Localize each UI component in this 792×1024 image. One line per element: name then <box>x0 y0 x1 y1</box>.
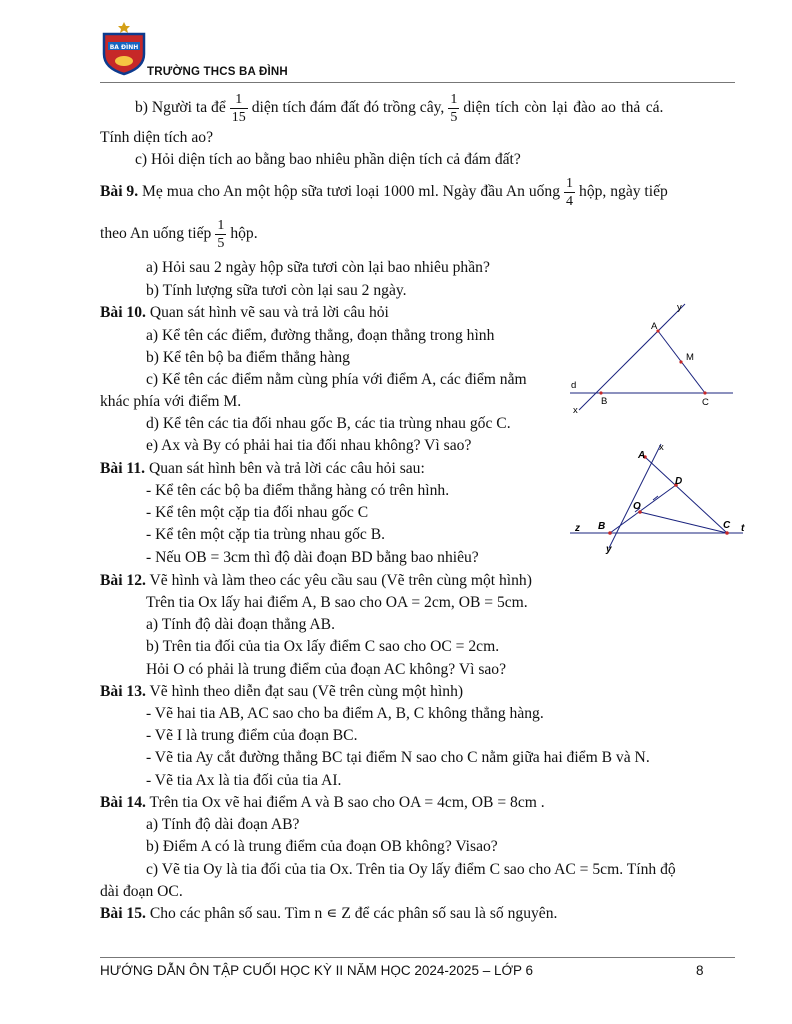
exercise-10c-cont: khác phía với điểm M. <box>100 393 242 410</box>
exercise-14: Bài 14. Trên tia Ox vẽ hai điểm A và B sao cho OA = 4cm, OB = 8cm . <box>100 794 545 811</box>
exercise-14b: b) Điểm A có là trung điểm của đoạn OB không? Visao? <box>146 838 498 855</box>
exercise-8b: b) Người ta để $\frac{1}{15}$ diện tích đám đất đó trồng cây, $\frac{1}{5}$ diện tích còn lại đào ao thả cá. <box>135 91 664 125</box>
exercise-13: Bài 13. Vẽ hình theo diễn đạt sau (Vẽ trên cùng một hình) <box>100 683 464 700</box>
exercise-11b: - Kể tên một cặp tia đối nhau gốc C <box>146 504 369 521</box>
exercise-14c-cont: dài đoạn OC. <box>100 883 183 900</box>
exercise-13c: - Vẽ tia Ay cắt đường thẳng BC tại điểm N sao cho C nằm giữa hai điểm B và N. <box>146 749 650 766</box>
exercise-13a: - Vẽ hai tia AB, AC sao cho ba điểm A, B, C không thẳng hàng. <box>146 705 544 722</box>
label-t: t <box>741 523 745 534</box>
segment-bd <box>610 485 676 533</box>
point-b <box>599 391 602 394</box>
exercise-9a: a) Hỏi sau 2 ngày hộp sữa tươi còn lại bao nhiêu phần? <box>146 259 490 276</box>
exercise-10d: d) Kể tên các tia đối nhau gốc B, các tia trùng nhau gốc C. <box>146 415 511 432</box>
label-x: x <box>659 442 664 453</box>
exercise-10b: b) Kể tên bộ ba điểm thẳng hàng <box>146 349 350 366</box>
logo-text: BA ĐÌNH <box>109 44 139 51</box>
point-c <box>725 531 729 535</box>
exercise-9: Bài 9. Mẹ mua cho An một hộp sữa tươi loại 1000 ml. Ngày đầu An uống $\frac{1}{4}$ hộp, ngày tiếp <box>100 175 668 209</box>
line-xy <box>579 304 685 410</box>
exercise-10a: a) Kể tên các điểm, đường thẳng, đoạn thẳng trong hình <box>146 327 495 344</box>
exercise-13b: - Vẽ I là trung điểm của đoạn BC. <box>146 727 358 744</box>
school-name: TRƯỜNG THCS BA ĐÌNH <box>147 66 288 78</box>
header-divider <box>100 82 735 83</box>
footer-divider <box>100 957 735 958</box>
label-y: y <box>677 302 682 313</box>
label-b: B <box>598 521 606 532</box>
exercise-12: Bài 12. Vẽ hình và làm theo các yêu cầu sau (Vẽ trên cùng một hình) <box>100 572 532 589</box>
exercise-12b: b) Trên tia đối của tia Ox lấy điểm C sao cho OC = 2cm. <box>146 638 500 655</box>
segment-ac <box>645 457 727 533</box>
exercise-15: Bài 15. Cho các phân số sau. Tìm n ∊ Z để các phân số sau là số nguyên. <box>100 905 558 922</box>
point-b <box>608 531 612 535</box>
exercise-14a: a) Tính độ dài đoạn AB? <box>146 816 300 833</box>
label-y: y <box>606 544 612 555</box>
exercise-8b-cont: Tính diện tích ao? <box>100 129 214 146</box>
exercise-12a: a) Tính độ dài đoạn thẳng AB. <box>146 616 335 633</box>
page-number: 8 <box>696 963 704 978</box>
exercise-11c: - Kể tên một cặp tia trùng nhau gốc B. <box>146 526 386 543</box>
label-z: z <box>575 523 580 534</box>
point-m <box>679 360 682 363</box>
exercise-11d: - Nếu OB = 3cm thì độ dài đoạn BD bằng bao nhiêu? <box>146 549 479 566</box>
exercise-14c: c) Vẽ tia Oy là tia đối của tia Ox. Trên tia Oy lấy điểm C sao cho AC = 5cm. Tính độ <box>146 861 676 878</box>
label-d: D <box>675 476 683 487</box>
exercise-10: Bài 10. Quan sát hình vẽ sau và trả lời câu hỏi <box>100 304 389 321</box>
label-x: x <box>573 405 578 416</box>
label-o: O <box>633 501 641 512</box>
figure-exercise-11 <box>565 440 750 560</box>
exercise-10c: c) Kể tên các điểm nằm cùng phía với điểm A, các điểm nằm <box>146 371 527 388</box>
exercise-12-setup: Trên tia Ox lấy hai điểm A, B sao cho OA = 2cm, OB = 5cm. <box>146 594 528 611</box>
exercise-11: Bài 11. Quan sát hình bên và trả lời các câu hỏi sau: <box>100 460 425 477</box>
label-d: d <box>571 380 577 391</box>
label-c: C <box>723 520 731 531</box>
exercise-10e: e) Ax và By có phải hai tia đối nhau không? Vì sao? <box>146 437 472 454</box>
exercise-8c: c) Hỏi diện tích ao bằng bao nhiêu phần diện tích cả đám đất? <box>135 151 521 168</box>
exercise-11a: - Kể tên các bộ ba điểm thẳng hàng có trên hình. <box>146 482 450 499</box>
point-c <box>703 391 706 394</box>
line-xy <box>609 444 661 548</box>
school-logo <box>100 20 148 76</box>
exercise-13d: - Vẽ tia Ax là tia đối của tia AI. <box>146 772 342 789</box>
label-m: M <box>686 352 694 363</box>
footer-title: HƯỚNG DẪN ÔN TẬP CUỐI HỌC KỲ II NĂM HỌC 2024-2025 – LỚP 6 <box>100 963 534 978</box>
exercise-12c: Hỏi O có phải là trung điểm của đoạn AC không? Vì sao? <box>146 661 507 678</box>
label-a: A <box>638 450 646 461</box>
label-a: A <box>651 321 658 332</box>
figure-exercise-10 <box>565 298 735 420</box>
exercise-9-cont: theo An uống tiếp $\frac{1}{5}$ hộp. <box>100 217 258 251</box>
segment-oc <box>640 512 727 533</box>
exercise-9b: b) Tính lượng sữa tươi còn lại sau 2 ngày. <box>146 282 407 299</box>
label-c: C <box>702 397 709 408</box>
label-b: B <box>601 396 608 407</box>
